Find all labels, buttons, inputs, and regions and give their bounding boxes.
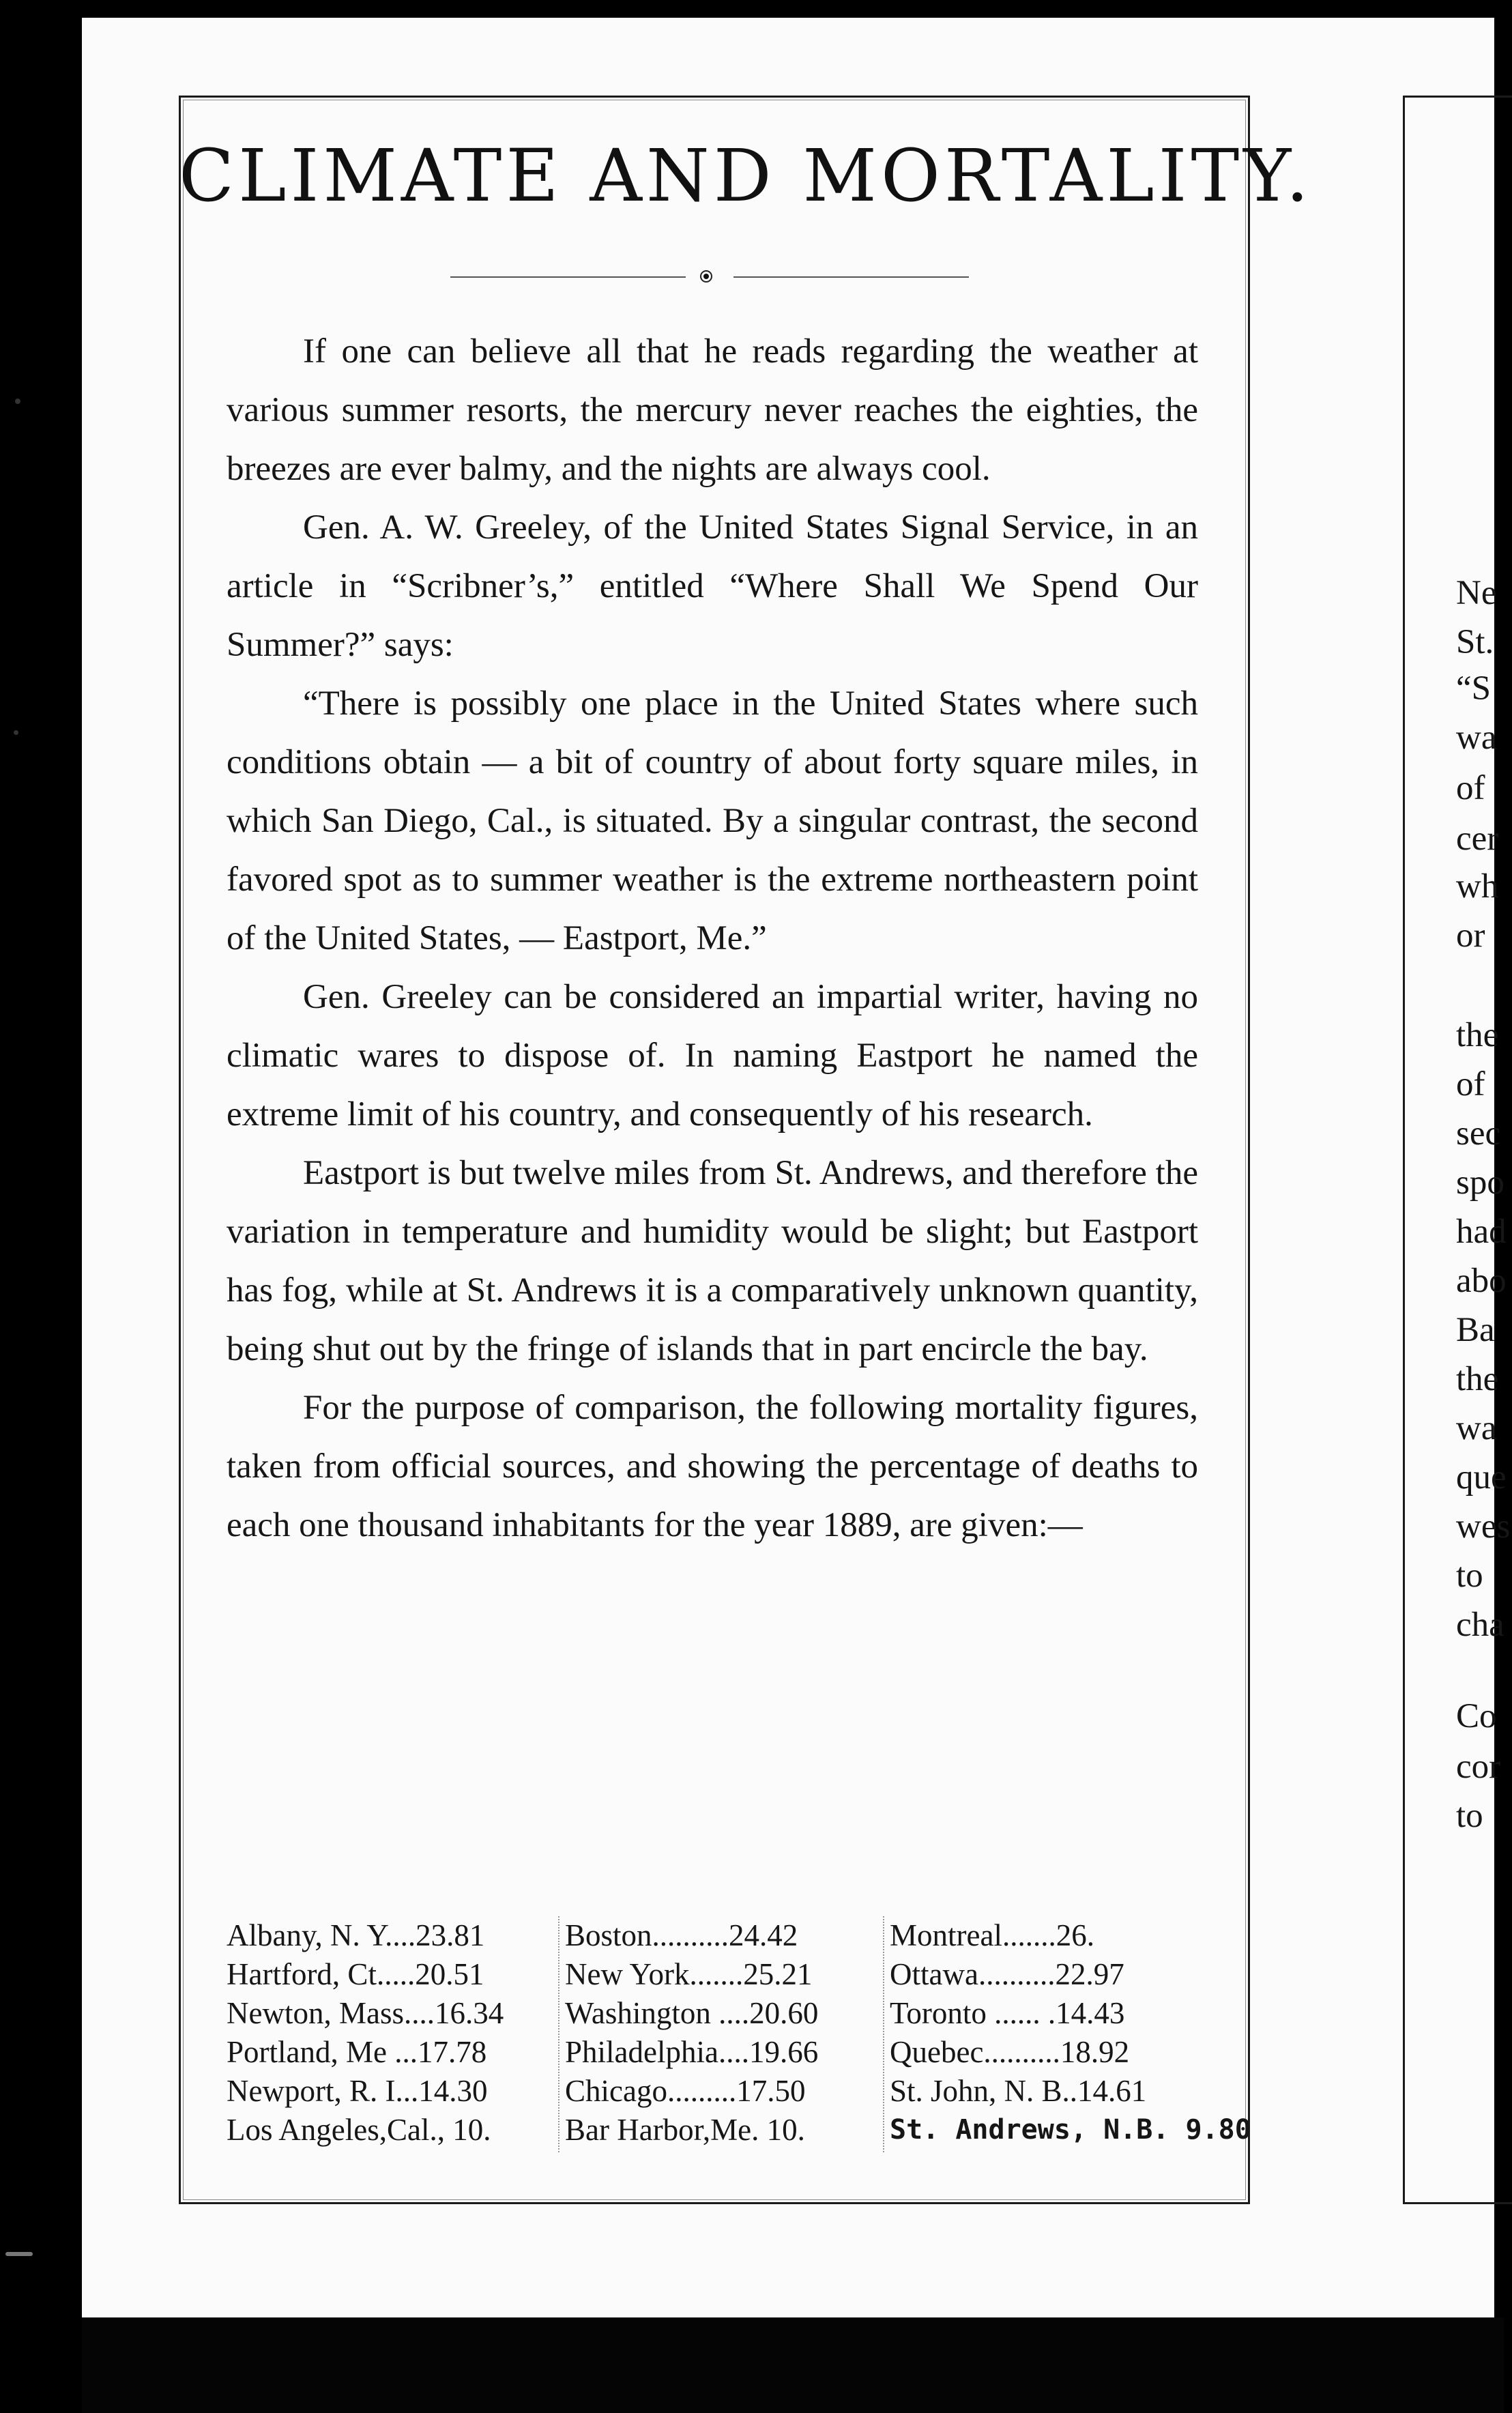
mortality-column-2 — [565, 1916, 890, 2150]
column-divider — [558, 1916, 559, 2152]
mortality-entry: Quebec..........18.92 — [890, 2035, 1130, 2069]
mortality-entry: St. John, N. B..14.61 — [890, 2074, 1147, 2108]
mortality-entry: Boston..........24.42 — [565, 1918, 798, 1952]
mortality-entry: Washington ....20.60 — [565, 1996, 819, 2030]
fragment: abo — [1456, 1262, 1507, 1300]
fragment: St. — [1456, 623, 1494, 661]
fragment: sec — [1456, 1114, 1501, 1153]
fragment: of — [1456, 769, 1485, 807]
fragment: wa — [1456, 1409, 1497, 1447]
paragraph-intro: If one can believe all that he reads regarding the weather at various summer resorts, the mercury never reaches the eighties, the breezes are ever balmy, and the nights are always cool. — [227, 332, 1198, 488]
fragment: to — [1456, 1557, 1483, 1595]
mortality-entry: Toronto ...... .14.43 — [890, 1996, 1125, 2030]
ornament-rule-left — [450, 276, 686, 278]
paragraph-impartial: Gen. Greeley can be considered an impartial writer, having no climatic wares to dispose of. In naming Eastport he named the extreme limit of his country, and consequently of his research. — [227, 978, 1198, 1133]
fragment: cor — [1456, 1748, 1501, 1786]
fragment: wes — [1456, 1507, 1511, 1546]
fragment: Ne — [1456, 574, 1497, 612]
ornament-rule-right — [733, 276, 969, 278]
paragraph-comparison: For the purpose of comparison, the following mortality figures, taken from official sources, and showing the percentage of deaths to each one thousand inhabitants for the year 1889, are given:— — [227, 1389, 1198, 1544]
scan-bottom-edge — [82, 2317, 1504, 2413]
mortality-entry: Portland, Me ...17.78 — [227, 2035, 487, 2069]
ornament-dot-icon — [700, 270, 712, 283]
fragment: Co — [1456, 1697, 1497, 1735]
mortality-entry: Albany, N. Y....23.81 — [227, 1918, 485, 1952]
article-title: CLIMATE AND MORTALITY. — [179, 134, 1313, 218]
fragment: cha — [1456, 1606, 1504, 1644]
fragment: spo — [1456, 1164, 1504, 1202]
scan-speck — [15, 399, 20, 404]
mortality-entry: Bar Harbor,Me. 10. — [565, 2113, 805, 2147]
mortality-entry: Newton, Mass....16.34 — [227, 1996, 504, 2030]
mortality-entry: Hartford, Ct.....20.51 — [227, 1957, 484, 1991]
mortality-column-3 — [890, 1916, 1251, 2150]
title-ornament — [450, 270, 969, 284]
mortality-entry: Philadelphia....19.66 — [565, 2035, 819, 2069]
fragment: “S — [1456, 669, 1491, 708]
fragment: the — [1456, 1016, 1499, 1054]
fragment: the — [1456, 1360, 1499, 1398]
mortality-entry: Chicago.........17.50 — [565, 2074, 806, 2108]
article-body — [227, 322, 1198, 1555]
fragment: or — [1456, 916, 1485, 955]
fragment: wh — [1456, 867, 1499, 906]
mortality-entry: Newport, R. I...14.30 — [227, 2074, 488, 2108]
paragraph-quote: “There is possibly one place in the United States where such conditions obtain — a bit of country of about forty square miles, in which San Diego, Cal., is situated. By a singular contrast, the second favored spot as to summer weather is the extreme northeastern point of the United States, — Eastport, Me.” — [227, 684, 1198, 957]
mortality-entry: New York.......25.21 — [565, 1957, 813, 1991]
fragment: Ba — [1456, 1311, 1495, 1349]
fragment: que — [1456, 1458, 1507, 1497]
scan-speck — [5, 2252, 33, 2256]
paragraph-greeley: Gen. A. W. Greeley, of the United States Signal Service, in an article in “Scribner’s,” entitled “Where Shall We Spend Our Summer?” says: — [227, 508, 1198, 664]
scan-speck — [14, 730, 18, 735]
fragment: of — [1456, 1065, 1485, 1103]
fragment: wa — [1456, 719, 1497, 757]
mortality-entry-highlight: St. Andrews, N.B. 9.80 — [890, 2114, 1251, 2145]
fragment: had — [1456, 1213, 1507, 1251]
mortality-entry: Montreal.......26. — [890, 1918, 1094, 1952]
fragment: cer — [1456, 820, 1499, 858]
mortality-entry: Los Angeles,Cal., 10. — [227, 2113, 491, 2147]
mortality-entry: Ottawa..........22.97 — [890, 1957, 1124, 1991]
column-divider — [883, 1916, 884, 2152]
mortality-column-1 — [227, 1916, 554, 2150]
fragment: to — [1456, 1797, 1483, 1835]
scan-left-margin — [0, 0, 82, 2413]
paragraph-eastport: Eastport is but twelve miles from St. Andrews, and therefore the variation in temperature and humidity would be slight; but Eastport has fog, while at St. Andrews it is a comparatively unknown quantity, being shut out by the fringe of islands that in part encircle the bay. — [227, 1154, 1198, 1368]
